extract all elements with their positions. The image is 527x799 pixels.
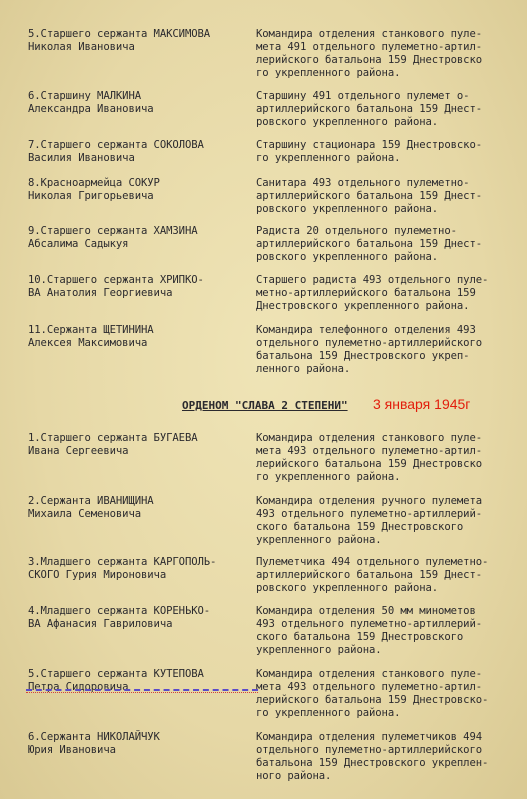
date-annotation: 3 января 1945г (373, 396, 471, 412)
award-heading: ОРДЕНОМ "СЛАВА 2 СТЕПЕНИ" (182, 399, 348, 412)
recipient-position (256, 324, 524, 376)
recipient-name (28, 90, 250, 116)
recipient-name (28, 556, 250, 582)
text-line: Николая Григорьевича (28, 190, 154, 202)
text-line: Командира отделения станкового пуле- (256, 28, 483, 40)
text-line: метно-артиллерийского батальона 159 (256, 287, 476, 299)
text-line: Командира отделения станкового пуле- (256, 668, 483, 680)
text-line: Алексея Максимовича (28, 337, 148, 349)
recipient-position (256, 432, 524, 484)
recipient-name (28, 139, 250, 165)
text-line: 1.Старшего сержанта БУГАЕВА (28, 432, 198, 444)
text-line: 493 отдельного пулеметно-артиллерий- (256, 618, 483, 630)
text-line: Старшего радиста 493 отдельного пуле- (256, 274, 489, 286)
recipient-position (256, 668, 524, 720)
text-line: Александра Ивановича (28, 103, 154, 115)
text-line: Пулеметчика 494 отдельного пулеметно- (256, 556, 489, 568)
text-line: Абсалима Садыкуя (28, 238, 129, 250)
recipient-position (256, 556, 524, 595)
text-line: Радиста 20 отдельного пулеметно- (256, 225, 457, 237)
text-line: 6.Старшину МАЛКИНА (28, 90, 142, 102)
recipient-name (28, 225, 250, 251)
text-line: ленного района. (256, 363, 351, 375)
text-line: Старшину 491 отдельного пулемет о- (256, 90, 470, 102)
text-line: отдельного пулеметно-артиллерийского (256, 337, 483, 349)
recipient-position (256, 28, 524, 80)
text-line: 10.Старшего сержанта ХРИПКО- (28, 274, 204, 286)
text-line: ровского укрепленного района. (256, 116, 439, 128)
text-line: ВА Афанасия Гавриловича (28, 618, 173, 630)
text-line: 5.Старшего сержанта КУТЕПОВА (28, 668, 204, 680)
recipient-name (28, 28, 250, 54)
text-line: Ивана Сергеевича (28, 445, 129, 457)
text-line: мета 493 отдельного пулеметно-артил- (256, 445, 483, 457)
text-line: лерийского батальона 159 Днестровско (256, 458, 483, 470)
recipient-name (28, 731, 250, 757)
text-line: 5.Старшего сержанта МАКСИМОВА (28, 28, 211, 40)
recipient-name (28, 495, 250, 521)
text-line: го укрепленного района. (256, 707, 401, 719)
text-line: Днестровского укрепленного района. (256, 300, 470, 312)
text-line: 2.Сержанта ИВАНИЩИНА (28, 495, 154, 507)
text-line: укрепленного района. (256, 534, 382, 546)
text-line: Командира отделения ручного пулемета (256, 495, 483, 507)
text-line: го укрепленного района. (256, 471, 401, 483)
text-line: ровского укрепленного района. (256, 251, 439, 263)
text-line: Командира отделения пулеметчиков 494 (256, 731, 483, 743)
text-line: артиллерийского батальона 159 Днест- (256, 190, 483, 202)
text-line: го укрепленного района. (256, 67, 401, 79)
recipient-position (256, 225, 524, 264)
recipient-position (256, 605, 524, 657)
text-line: Михаила Семеновича (28, 508, 142, 520)
recipient-name (28, 605, 250, 631)
recipient-name (28, 432, 250, 458)
text-line: ского батальона 159 Днестровского (256, 631, 464, 643)
recipient-name (28, 177, 250, 203)
text-line: 7.Старшего сержанта СОКОЛОВА (28, 139, 204, 151)
text-line: ского батальона 159 Днестровского (256, 521, 464, 533)
highlight-underline (26, 692, 258, 693)
text-line: ровского укрепленного района. (256, 582, 439, 594)
text-line: 493 отдельного пулеметно-артиллерий- (256, 508, 483, 520)
text-line: мета 491 отдельного пулеметно-артил- (256, 41, 483, 53)
text-line: СКОГО Гурия Мироновича (28, 569, 167, 581)
recipient-name (28, 274, 250, 300)
text-line: го укрепленного района. (256, 152, 401, 164)
recipient-name (28, 324, 250, 350)
text-line: 6.Сержанта НИКОЛАЙЧУК (28, 731, 160, 743)
text-line: артиллерийского батальона 159 Днест- (256, 569, 483, 581)
text-line: Василия Ивановича (28, 152, 135, 164)
text-line: ВА Анатолия Георгиевича (28, 287, 173, 299)
text-line: 11.Сержанта ЩЕТИНИНА (28, 324, 154, 336)
text-line: 8.Красноармейца СОКУР (28, 177, 160, 189)
text-line: Старшину стационара 159 Днестровско- (256, 139, 483, 151)
text-line: Николая Ивановича (28, 41, 135, 53)
recipient-position (256, 139, 524, 165)
text-line: батальона 159 Днестровского укреплен- (256, 757, 489, 769)
text-line: лерийского батальона 159 Днестровско (256, 54, 483, 66)
text-line: 9.Старшего сержанта ХАМЗИНА (28, 225, 198, 237)
text-line: отдельного пулеметно-артиллерийского (256, 744, 483, 756)
text-line: ного района. (256, 770, 332, 782)
text-line: 4.Младшего сержанта КОРЕНЬКО- (28, 605, 211, 617)
recipient-position (256, 90, 524, 129)
text-line: лерийского батальона 159 Днестровско- (256, 694, 489, 706)
text-line: артиллерийского батальона 159 Днест- (256, 238, 483, 250)
text-line: Командира телефонного отделения 493 (256, 324, 476, 336)
recipient-position (256, 495, 524, 547)
text-line: мета 493 отдельного пулеметно-артил- (256, 681, 483, 693)
text-line: артиллерийского батальона 159 Днест- (256, 103, 483, 115)
highlight-underline (26, 689, 258, 691)
text-line: укрепленного района. (256, 644, 382, 656)
text-line: Петра Сидоровича (28, 681, 129, 693)
text-line: Командира отделения станкового пуле- (256, 432, 483, 444)
text-line: ровского укрепленного района. (256, 203, 439, 215)
recipient-position (256, 274, 524, 313)
recipient-position (256, 731, 524, 783)
recipient-position (256, 177, 524, 216)
text-line: Командира отделения 50 мм минометов (256, 605, 476, 617)
text-line: 3.Младшего сержанта КАРГОПОЛЬ- (28, 556, 217, 568)
text-line: Юрия Ивановича (28, 744, 116, 756)
text-line: батальона 159 Днестровского укреп- (256, 350, 470, 362)
text-line: Санитара 493 отдельного пулеметно- (256, 177, 470, 189)
